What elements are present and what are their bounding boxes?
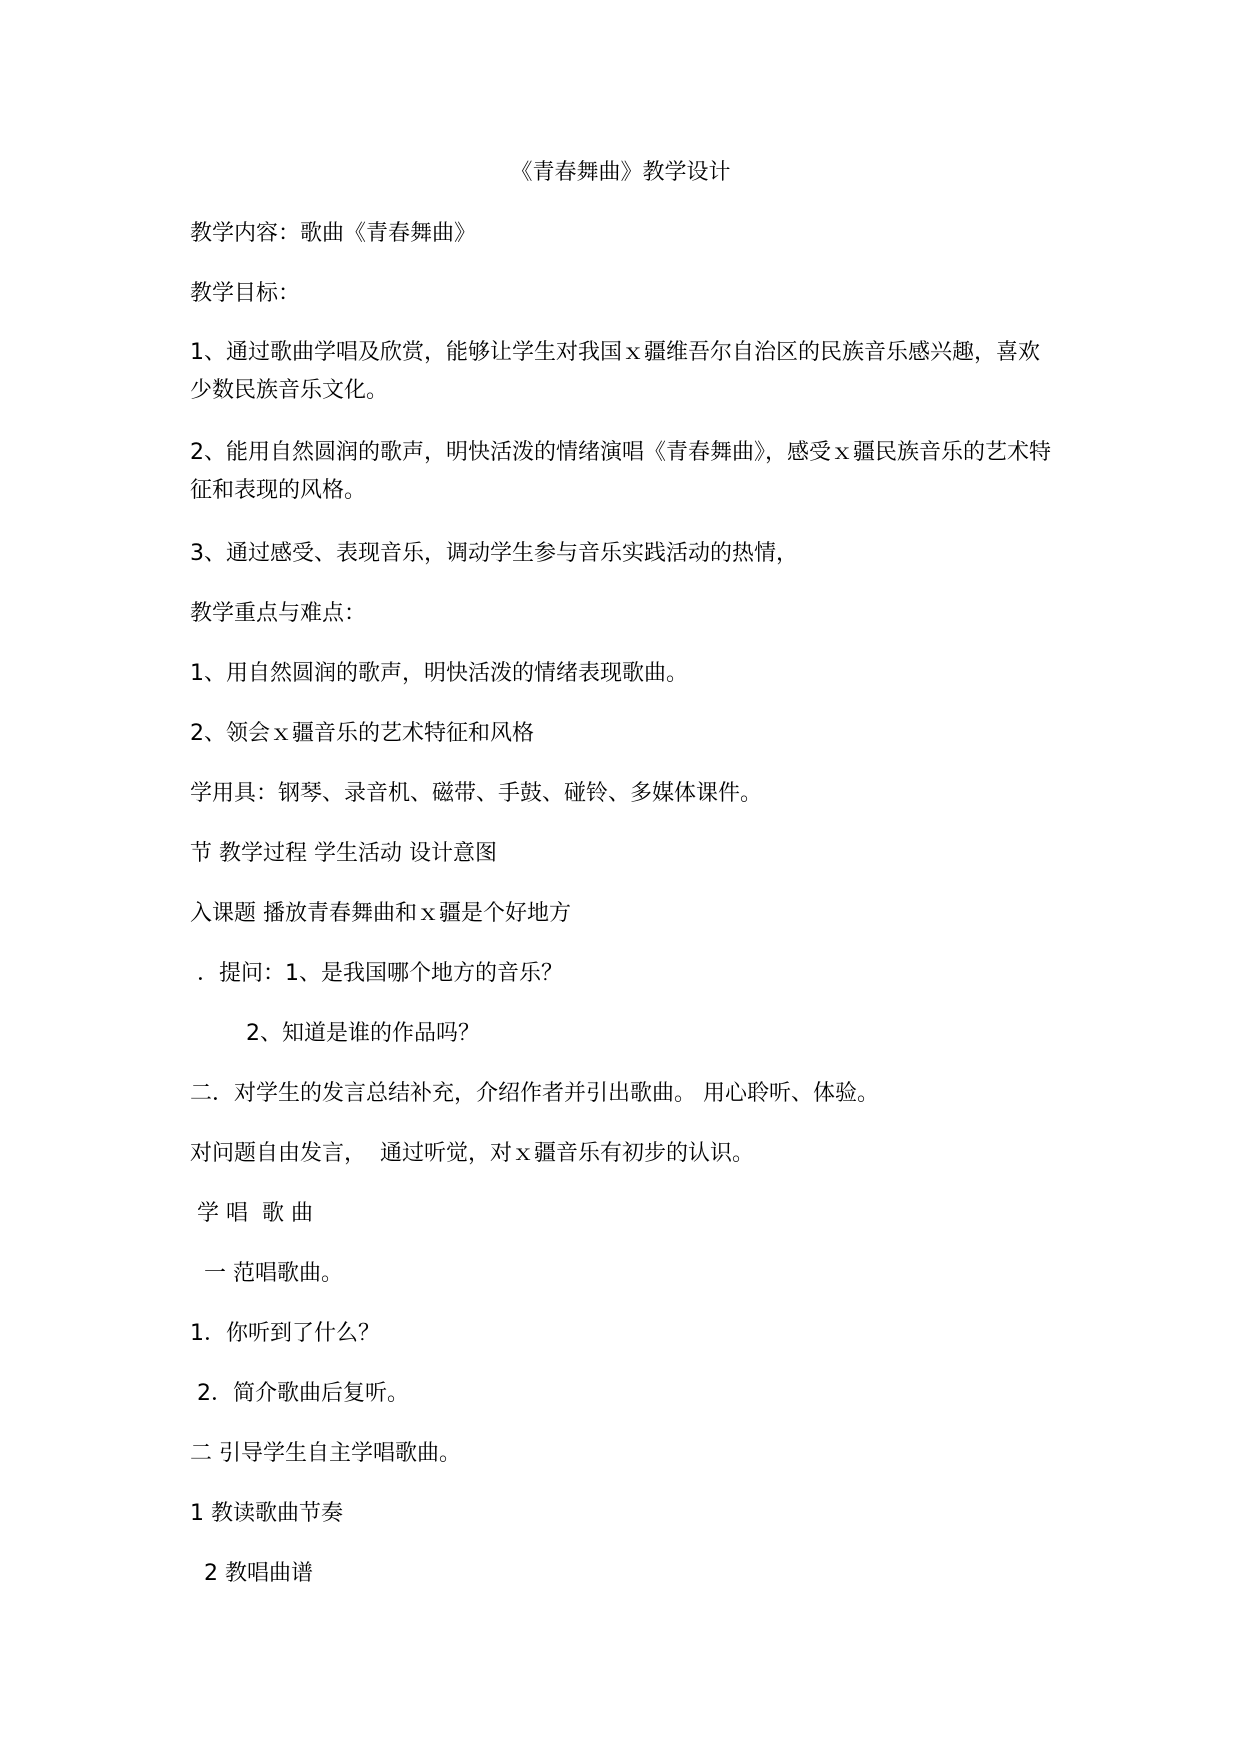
song-intro-line: 2．简介歌曲后复听。 xyxy=(190,1381,409,1406)
key-points-heading: 教学重点与难点： xyxy=(190,601,367,626)
document-title: 《青春舞曲》教学设计 xyxy=(510,160,731,185)
self-learning-line: 二 引导学生自主学唱歌曲。 xyxy=(190,1441,461,1466)
summary-line: 二．对学生的发言总结补充，介绍作者并引出歌曲。 用心聆听、体验。 xyxy=(190,1081,879,1106)
teaching-content-line: 教学内容：歌曲《青春舞曲》 xyxy=(190,221,477,246)
demo-singing-line: 一 范唱歌曲。 xyxy=(190,1261,343,1286)
objectives-heading: 教学目标： xyxy=(190,281,301,306)
section-header-line: 节 教学过程 学生活动 设计意图 xyxy=(190,841,497,866)
question-1-line: ．提问：1、是我国哪个地方的音乐？ xyxy=(190,961,563,986)
objective-2: 2、能用自然圆润的歌声，明快活泼的情绪演唱《青春舞曲》，感受ｘ疆民族音乐的艺术特征和表现的风格。 xyxy=(190,440,1051,503)
learn-song-heading: 学 唱 歌 曲 xyxy=(190,1201,313,1226)
free-speech-line: 对问题自由发言， 通过听觉，对ｘ疆音乐有初步的认识。 xyxy=(190,1141,754,1166)
listen-question-line: 1．你听到了什么？ xyxy=(190,1321,380,1346)
question-2-line: 2、知道是谁的作品吗？ xyxy=(190,1021,480,1046)
objective-3: 3、通过感受、表现音乐，调动学生参与音乐实践活动的热情， xyxy=(190,541,798,566)
teaching-aids-line: 学用具：钢琴、录音机、磁带、手鼓、碰铃、多媒体课件。 xyxy=(190,781,763,806)
introduction-line: 入课题 播放青春舞曲和ｘ疆是个好地方 xyxy=(190,901,571,926)
key-point-1: 1、用自然圆润的歌声，明快活泼的情绪表现歌曲。 xyxy=(190,661,688,686)
objective-1: 1、通过歌曲学唱及欣赏，能够让学生对我国ｘ疆维吾尔自治区的民族音乐感兴趣，喜欢少数民族音乐文化。 xyxy=(190,340,1040,403)
key-point-2: 2、领会ｘ疆音乐的艺术特征和风格 xyxy=(190,721,534,746)
rhythm-line: 1 教读歌曲节奏 xyxy=(190,1501,343,1526)
score-line: 2 教唱曲谱 xyxy=(190,1561,313,1586)
